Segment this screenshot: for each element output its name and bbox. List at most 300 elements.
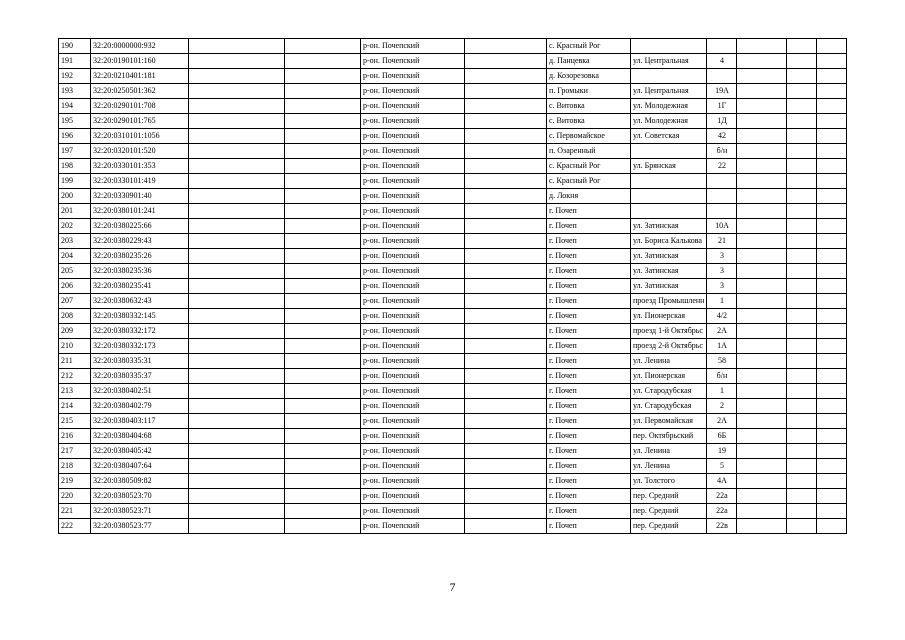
- empty-cell: [285, 459, 361, 474]
- empty-cell: [189, 384, 285, 399]
- house-number-cell: 42: [707, 129, 737, 144]
- empty-cell: [465, 84, 547, 99]
- empty-cell: [817, 99, 847, 114]
- street-cell: [631, 204, 707, 219]
- street-cell: проезд 2-й Октябрьс: [631, 339, 707, 354]
- district-cell: р-он. Почепский: [361, 504, 465, 519]
- empty-cell: [787, 444, 817, 459]
- street-cell: ул. Ленина: [631, 459, 707, 474]
- house-number-cell: 2: [707, 399, 737, 414]
- table-row: [59, 354, 847, 369]
- house-number-cell: 1: [707, 294, 737, 309]
- district-cell: р-он. Почепский: [361, 474, 465, 489]
- district-cell: р-он. Почепский: [361, 279, 465, 294]
- row-number-cell: 194: [59, 99, 91, 114]
- settlement-cell: г. Почеп: [547, 474, 631, 489]
- empty-cell: [465, 159, 547, 174]
- district-cell: р-он. Почепский: [361, 324, 465, 339]
- empty-cell: [285, 324, 361, 339]
- empty-cell: [285, 249, 361, 264]
- district-cell: р-он. Почепский: [361, 354, 465, 369]
- district-cell: р-он. Почепский: [361, 129, 465, 144]
- row-number-cell: 205: [59, 264, 91, 279]
- row-number-cell: 207: [59, 294, 91, 309]
- row-number-cell: 192: [59, 69, 91, 84]
- house-number-cell: 3: [707, 264, 737, 279]
- empty-cell: [189, 99, 285, 114]
- empty-cell: [817, 444, 847, 459]
- empty-cell: [189, 309, 285, 324]
- house-number-cell: 22в: [707, 519, 737, 534]
- cadastral-number-cell: 32:20:0380523:71: [91, 504, 189, 519]
- empty-cell: [737, 444, 787, 459]
- empty-cell: [189, 324, 285, 339]
- street-cell: ул. Пионерская: [631, 369, 707, 384]
- empty-cell: [189, 444, 285, 459]
- house-number-cell: 19: [707, 444, 737, 459]
- empty-cell: [285, 144, 361, 159]
- cadastral-number-cell: 32:20:0380101:241: [91, 204, 189, 219]
- row-number-cell: 222: [59, 519, 91, 534]
- table-row: [59, 504, 847, 519]
- row-number-cell: 217: [59, 444, 91, 459]
- empty-cell: [787, 264, 817, 279]
- house-number-cell: 19А: [707, 84, 737, 99]
- empty-cell: [465, 129, 547, 144]
- empty-cell: [737, 384, 787, 399]
- cadastral-number-cell: 32:20:0320101:520: [91, 144, 189, 159]
- empty-cell: [817, 264, 847, 279]
- house-number-cell: [707, 69, 737, 84]
- district-cell: р-он. Почепский: [361, 414, 465, 429]
- table-row: [59, 159, 847, 174]
- table-row: [59, 264, 847, 279]
- empty-cell: [817, 459, 847, 474]
- empty-cell: [285, 174, 361, 189]
- empty-cell: [285, 99, 361, 114]
- district-cell: р-он. Почепский: [361, 399, 465, 414]
- cadastral-number-cell: 32:20:0000000:932: [91, 39, 189, 54]
- settlement-cell: г. Почеп: [547, 354, 631, 369]
- empty-cell: [787, 84, 817, 99]
- table-row: [59, 129, 847, 144]
- empty-cell: [737, 354, 787, 369]
- table-row: [59, 54, 847, 69]
- district-cell: р-он. Почепский: [361, 219, 465, 234]
- empty-cell: [787, 459, 817, 474]
- empty-cell: [817, 354, 847, 369]
- table-row: [59, 39, 847, 54]
- row-number-cell: 191: [59, 54, 91, 69]
- settlement-cell: с. Красный Рог: [547, 174, 631, 189]
- registry-table: [58, 38, 847, 534]
- empty-cell: [465, 99, 547, 114]
- empty-cell: [787, 249, 817, 264]
- settlement-cell: г. Почеп: [547, 369, 631, 384]
- cadastral-number-cell: 32:20:0330101:353: [91, 159, 189, 174]
- table-row: [59, 84, 847, 99]
- empty-cell: [817, 39, 847, 54]
- district-cell: р-он. Почепский: [361, 249, 465, 264]
- district-cell: р-он. Почепский: [361, 174, 465, 189]
- house-number-cell: 22: [707, 159, 737, 174]
- empty-cell: [189, 114, 285, 129]
- table-row: [59, 489, 847, 504]
- cadastral-number-cell: 32:20:0290101:765: [91, 114, 189, 129]
- empty-cell: [817, 279, 847, 294]
- empty-cell: [285, 39, 361, 54]
- house-number-cell: 5: [707, 459, 737, 474]
- district-cell: р-он. Почепский: [361, 489, 465, 504]
- empty-cell: [787, 144, 817, 159]
- empty-cell: [189, 459, 285, 474]
- row-number-cell: 202: [59, 219, 91, 234]
- cadastral-number-cell: 32:20:0380402:51: [91, 384, 189, 399]
- house-number-cell: б/н: [707, 369, 737, 384]
- cadastral-number-cell: 32:20:0380229:43: [91, 234, 189, 249]
- empty-cell: [465, 414, 547, 429]
- empty-cell: [817, 69, 847, 84]
- empty-cell: [465, 444, 547, 459]
- settlement-cell: г. Почеп: [547, 279, 631, 294]
- table-row: [59, 309, 847, 324]
- row-number-cell: 206: [59, 279, 91, 294]
- street-cell: проезд Промышленн: [631, 294, 707, 309]
- empty-cell: [737, 39, 787, 54]
- empty-cell: [737, 234, 787, 249]
- empty-cell: [737, 249, 787, 264]
- cadastral-number-cell: 32:20:0380405:42: [91, 444, 189, 459]
- cadastral-number-cell: 32:20:0190101:160: [91, 54, 189, 69]
- row-number-cell: 195: [59, 114, 91, 129]
- empty-cell: [189, 129, 285, 144]
- house-number-cell: 3: [707, 249, 737, 264]
- empty-cell: [285, 189, 361, 204]
- house-number-cell: [707, 204, 737, 219]
- empty-cell: [817, 324, 847, 339]
- street-cell: ул. Брянская: [631, 159, 707, 174]
- empty-cell: [817, 489, 847, 504]
- row-number-cell: 193: [59, 84, 91, 99]
- table-row: [59, 324, 847, 339]
- row-number-cell: 212: [59, 369, 91, 384]
- empty-cell: [285, 219, 361, 234]
- district-cell: р-он. Почепский: [361, 39, 465, 54]
- empty-cell: [285, 519, 361, 534]
- cadastral-number-cell: 32:20:0380509:82: [91, 474, 189, 489]
- district-cell: р-он. Почепский: [361, 69, 465, 84]
- empty-cell: [465, 39, 547, 54]
- empty-cell: [737, 324, 787, 339]
- empty-cell: [817, 474, 847, 489]
- empty-cell: [817, 204, 847, 219]
- street-cell: ул. Первомайская: [631, 414, 707, 429]
- empty-cell: [189, 39, 285, 54]
- empty-cell: [787, 339, 817, 354]
- cadastral-number-cell: 32:20:0380332:173: [91, 339, 189, 354]
- page-number: 7: [449, 580, 456, 594]
- street-cell: ул. Затинская: [631, 219, 707, 234]
- empty-cell: [737, 99, 787, 114]
- table-row: [59, 189, 847, 204]
- empty-cell: [465, 174, 547, 189]
- empty-cell: [285, 474, 361, 489]
- settlement-cell: г. Почеп: [547, 204, 631, 219]
- empty-cell: [465, 504, 547, 519]
- house-number-cell: [707, 174, 737, 189]
- empty-cell: [465, 264, 547, 279]
- street-cell: ул. Центральная: [631, 54, 707, 69]
- table-row: [59, 339, 847, 354]
- empty-cell: [737, 459, 787, 474]
- empty-cell: [817, 174, 847, 189]
- house-number-cell: 2А: [707, 414, 737, 429]
- street-cell: проезд 1-й Октябрьс: [631, 324, 707, 339]
- district-cell: р-он. Почепский: [361, 144, 465, 159]
- empty-cell: [465, 429, 547, 444]
- empty-cell: [737, 279, 787, 294]
- empty-cell: [737, 84, 787, 99]
- cadastral-number-cell: 32:20:0290101:708: [91, 99, 189, 114]
- empty-cell: [817, 144, 847, 159]
- settlement-cell: с. Красный Рог: [547, 39, 631, 54]
- settlement-cell: г. Почеп: [547, 519, 631, 534]
- empty-cell: [817, 219, 847, 234]
- empty-cell: [787, 204, 817, 219]
- empty-cell: [817, 84, 847, 99]
- empty-cell: [189, 144, 285, 159]
- house-number-cell: 1Г: [707, 99, 737, 114]
- settlement-cell: г. Почеп: [547, 294, 631, 309]
- table-row: [59, 219, 847, 234]
- cadastral-number-cell: 32:20:0380335:31: [91, 354, 189, 369]
- empty-cell: [285, 429, 361, 444]
- empty-cell: [787, 294, 817, 309]
- cadastral-number-cell: 32:20:0380225:66: [91, 219, 189, 234]
- table-row: [59, 384, 847, 399]
- empty-cell: [465, 249, 547, 264]
- empty-cell: [285, 294, 361, 309]
- district-cell: р-он. Почепский: [361, 204, 465, 219]
- empty-cell: [189, 489, 285, 504]
- settlement-cell: г. Почеп: [547, 489, 631, 504]
- empty-cell: [787, 129, 817, 144]
- empty-cell: [787, 279, 817, 294]
- street-cell: ул. Затинская: [631, 264, 707, 279]
- empty-cell: [787, 414, 817, 429]
- row-number-cell: 200: [59, 189, 91, 204]
- table-row: [59, 69, 847, 84]
- cadastral-number-cell: 32:20:0380404:68: [91, 429, 189, 444]
- empty-cell: [465, 54, 547, 69]
- table-row: [59, 294, 847, 309]
- empty-cell: [787, 519, 817, 534]
- cadastral-number-cell: 32:20:0380632:43: [91, 294, 189, 309]
- settlement-cell: г. Почеп: [547, 219, 631, 234]
- table-row: [59, 174, 847, 189]
- empty-cell: [285, 399, 361, 414]
- house-number-cell: [707, 189, 737, 204]
- empty-cell: [189, 219, 285, 234]
- row-number-cell: 209: [59, 324, 91, 339]
- empty-cell: [817, 159, 847, 174]
- empty-cell: [817, 189, 847, 204]
- cadastral-number-cell: 32:20:0380523:70: [91, 489, 189, 504]
- table-row: [59, 114, 847, 129]
- row-number-cell: 214: [59, 399, 91, 414]
- empty-cell: [465, 114, 547, 129]
- row-number-cell: 216: [59, 429, 91, 444]
- street-cell: ул. Молодежная: [631, 99, 707, 114]
- table-row: [59, 519, 847, 534]
- empty-cell: [285, 414, 361, 429]
- street-cell: ул. Ленина: [631, 444, 707, 459]
- row-number-cell: 201: [59, 204, 91, 219]
- empty-cell: [787, 474, 817, 489]
- settlement-cell: г. Почеп: [547, 249, 631, 264]
- empty-cell: [189, 54, 285, 69]
- empty-cell: [285, 129, 361, 144]
- empty-cell: [737, 144, 787, 159]
- empty-cell: [817, 369, 847, 384]
- street-cell: ул. Стародубская: [631, 384, 707, 399]
- empty-cell: [817, 309, 847, 324]
- empty-cell: [465, 309, 547, 324]
- empty-cell: [189, 504, 285, 519]
- empty-cell: [189, 84, 285, 99]
- empty-cell: [465, 219, 547, 234]
- empty-cell: [737, 114, 787, 129]
- street-cell: [631, 189, 707, 204]
- street-cell: [631, 69, 707, 84]
- empty-cell: [737, 204, 787, 219]
- empty-cell: [465, 294, 547, 309]
- empty-cell: [285, 84, 361, 99]
- empty-cell: [465, 459, 547, 474]
- empty-cell: [189, 249, 285, 264]
- empty-cell: [465, 69, 547, 84]
- empty-cell: [737, 69, 787, 84]
- house-number-cell: 21: [707, 234, 737, 249]
- empty-cell: [787, 504, 817, 519]
- settlement-cell: г. Почеп: [547, 459, 631, 474]
- empty-cell: [285, 159, 361, 174]
- cadastral-number-cell: 32:20:0330901:40: [91, 189, 189, 204]
- house-number-cell: 2А: [707, 324, 737, 339]
- empty-cell: [189, 159, 285, 174]
- row-number-cell: 220: [59, 489, 91, 504]
- street-cell: ул. Бориса Калькова: [631, 234, 707, 249]
- district-cell: р-он. Почепский: [361, 459, 465, 474]
- settlement-cell: г. Почеп: [547, 309, 631, 324]
- empty-cell: [817, 114, 847, 129]
- cadastral-number-cell: 32:20:0210401:181: [91, 69, 189, 84]
- empty-cell: [285, 69, 361, 84]
- settlement-cell: с. Витовка: [547, 99, 631, 114]
- settlement-cell: п. Громыки: [547, 84, 631, 99]
- district-cell: р-он. Почепский: [361, 234, 465, 249]
- empty-cell: [189, 399, 285, 414]
- cadastral-number-cell: 32:20:0380235:26: [91, 249, 189, 264]
- empty-cell: [817, 384, 847, 399]
- house-number-cell: 1Д: [707, 114, 737, 129]
- empty-cell: [285, 339, 361, 354]
- table-row: [59, 99, 847, 114]
- row-number-cell: 190: [59, 39, 91, 54]
- empty-cell: [465, 489, 547, 504]
- cadastral-number-cell: 32:20:0380332:172: [91, 324, 189, 339]
- empty-cell: [787, 114, 817, 129]
- table-row: [59, 414, 847, 429]
- district-cell: р-он. Почепский: [361, 294, 465, 309]
- empty-cell: [787, 54, 817, 69]
- settlement-cell: п. Озаренный: [547, 144, 631, 159]
- row-number-cell: 198: [59, 159, 91, 174]
- empty-cell: [285, 54, 361, 69]
- empty-cell: [737, 219, 787, 234]
- empty-cell: [189, 339, 285, 354]
- settlement-cell: г. Почеп: [547, 399, 631, 414]
- table-row: [59, 459, 847, 474]
- settlement-cell: г. Почеп: [547, 324, 631, 339]
- empty-cell: [737, 519, 787, 534]
- cadastral-number-cell: 32:20:0380235:41: [91, 279, 189, 294]
- empty-cell: [737, 339, 787, 354]
- settlement-cell: с. Красный Рог: [547, 159, 631, 174]
- settlement-cell: г. Почеп: [547, 444, 631, 459]
- house-number-cell: 10А: [707, 219, 737, 234]
- empty-cell: [787, 489, 817, 504]
- empty-cell: [189, 294, 285, 309]
- cadastral-number-cell: 32:20:0380403:117: [91, 414, 189, 429]
- district-cell: р-он. Почепский: [361, 519, 465, 534]
- empty-cell: [787, 399, 817, 414]
- empty-cell: [285, 114, 361, 129]
- street-cell: пер. Средний: [631, 489, 707, 504]
- empty-cell: [787, 159, 817, 174]
- empty-cell: [817, 399, 847, 414]
- empty-cell: [817, 339, 847, 354]
- empty-cell: [737, 174, 787, 189]
- district-cell: р-он. Почепский: [361, 114, 465, 129]
- empty-cell: [189, 354, 285, 369]
- empty-cell: [285, 384, 361, 399]
- empty-cell: [189, 264, 285, 279]
- empty-cell: [737, 129, 787, 144]
- cadastral-number-cell: 32:20:0380335:37: [91, 369, 189, 384]
- empty-cell: [817, 519, 847, 534]
- row-number-cell: 204: [59, 249, 91, 264]
- house-number-cell: [707, 39, 737, 54]
- empty-cell: [189, 279, 285, 294]
- table-row: [59, 249, 847, 264]
- district-cell: р-он. Почепский: [361, 429, 465, 444]
- empty-cell: [189, 204, 285, 219]
- district-cell: р-он. Почепский: [361, 54, 465, 69]
- empty-cell: [737, 264, 787, 279]
- row-number-cell: 218: [59, 459, 91, 474]
- table-row: [59, 474, 847, 489]
- table-row: [59, 444, 847, 459]
- empty-cell: [737, 504, 787, 519]
- empty-cell: [817, 294, 847, 309]
- empty-cell: [737, 54, 787, 69]
- empty-cell: [189, 69, 285, 84]
- empty-cell: [285, 444, 361, 459]
- cadastral-number-cell: 32:20:0380235:36: [91, 264, 189, 279]
- empty-cell: [285, 309, 361, 324]
- empty-cell: [737, 309, 787, 324]
